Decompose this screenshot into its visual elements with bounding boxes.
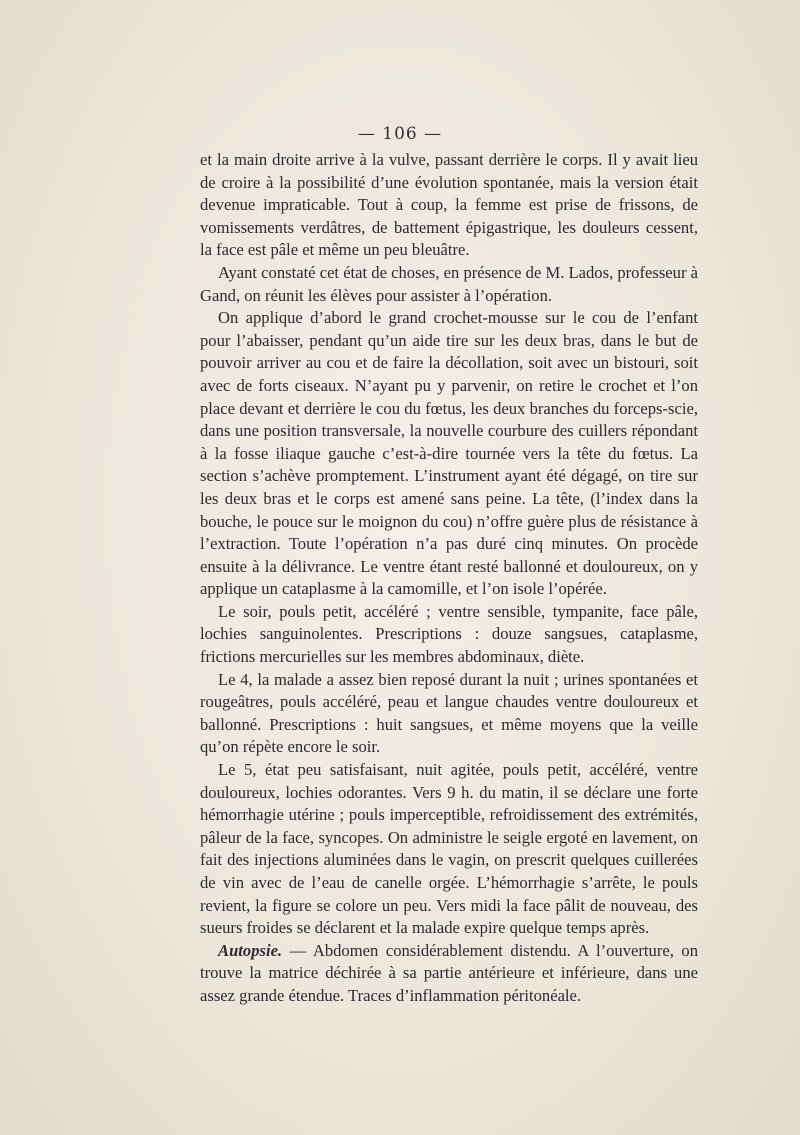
page-number: — 106 —	[357, 124, 443, 144]
body-text	[200, 149, 698, 1008]
paragraph: Le soir, pouls petit, accéléré ; ventre sensible, tympanite, face pâle, lochies sanguinolentes. Prescriptions : douze sangsues, cataplasme, frictions mercurielles sur les membres abdominaux, diète.	[200, 601, 698, 667]
autopsy-paragraph	[200, 940, 698, 1008]
autopsy-text: — Abdomen considérablement distendu. A l’ouverture, on trouve la matrice déchirée à sa partie antérieure et inférieure, dans une assez grande étendue. Traces d’inflammation péritonéale.	[200, 940, 698, 1005]
paragraph: On applique d’abord le grand crochet-mousse sur le cou de l’enfant pour l’abaisser, pendant qu’un aide tire sur les deux bras, dans le but de pouvoir arriver au cou et de faire la décollation, soit avec un bistouri, soit avec de forts ciseaux. N’ayant pu y parvenir, on retire le crochet et l’on place devant et derrière le cou du fœtus, les deux branches du forceps-scie, dans une position transversale, la nouvelle courbure des cuillers répondant à la fosse iliaque gauche c’est-à-dire tournée vers la tête du fœtus. La section s’achève promptement. L’instrument ayant été dégagé, on tire sur les deux bras et le corps est amené sans peine. La tête, (l’index dans la bouche, le pouce sur le moignon du cou) n’offre guère plus de résistance à l’extraction. Toute l’opération n’a pas duré cinq minutes. On procède ensuite à la délivrance. Le ventre étant resté ballonné et douloureux, on y applique un cataplasme à la camomille, et l’on isole l’opérée.	[200, 308, 698, 599]
paragraph: et la main droite arrive à la vulve, passant derrière le corps. Il y avait lieu de croire à la possibilité d’une évolution spontanée, mais la version était devenue impraticable. Tout à coup, la femme est prise de frissons, de vomissements verdâtres, de battement épigastrique, les douleurs cessent, la face est pâle et même un peu bleuâtre.	[200, 150, 698, 260]
paragraph: Ayant constaté cet état de choses, en présence de M. Lados, professeur à Gand, on réunit les élèves pour assister à l’opération.	[200, 262, 698, 305]
paragraph: Le 4, la malade a assez bien reposé durant la nuit ; urines spontanées et rougeâtres, pouls accéléré, peau et langue chaudes ventre douloureux et ballonné. Prescriptions : huit sangsues, et même moyens que la veille qu’on répète encore le soir.	[200, 669, 698, 757]
autopsy-label: Autopsie.	[218, 940, 283, 960]
paragraph: Le 5, état peu satisfaisant, nuit agitée, pouls petit, accéléré, ventre douloureux, lochies odorantes. Vers 9 h. du matin, il se déclare une forte hémorrhagie utérine ; pouls imperceptible, refroidissement des extrémités, pâleur de la face, syncopes. On administre le seigle ergoté en lavement, on fait des injections aluminées dans le vagin, on prescrit quelques cuillerées de vin avec de l’eau de canelle orgée. L’hémorrhagie s’arrête, le pouls revient, la figure se colore un peu. Vers midi la face pâlit de nouveau, des sueurs froides se déclarent et la malade expire quelque temps après.	[200, 760, 698, 938]
